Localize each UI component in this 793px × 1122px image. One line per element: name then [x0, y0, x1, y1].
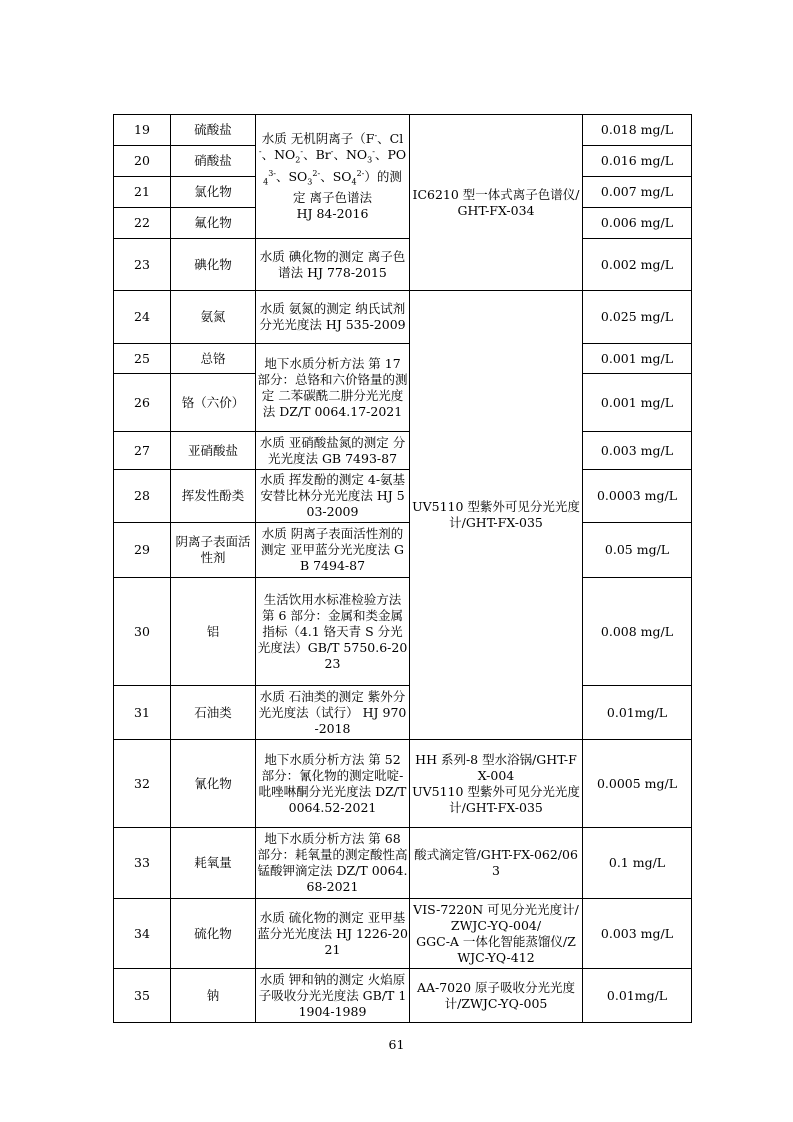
- detection-limit: 0.1 mg/L: [583, 828, 692, 899]
- row-number: 24: [114, 291, 171, 344]
- method-cell: 水质 硫化物的测定 亚甲基蓝分光光度法 HJ 1226-2021: [256, 899, 410, 969]
- method-cell: 水质 亚硝酸盐氮的测定 分光光度法 GB 7493-87: [256, 432, 410, 470]
- item-name: 挥发性酚类: [171, 470, 256, 523]
- row-number: 34: [114, 899, 171, 969]
- method-cell: 水质 阴离子表面活性剂的测定 亚甲蓝分光光度法 GB 7494-87: [256, 523, 410, 578]
- row-number: 28: [114, 470, 171, 523]
- instrument-cell: IC6210 型一体式离子色谱仪/GHT-FX-034: [410, 115, 583, 291]
- method-cell: 地下水质分析方法 第 68 部分：耗氧量的测定酸性高锰酸钾滴定法 DZ/T 0064.68-2021: [256, 828, 410, 899]
- row-number: 22: [114, 208, 171, 239]
- instrument-cell: VIS-7220N 可见分光光度计/ZWJC-YQ-004/ GGC-A 一体化智能蒸馏仪/ZWJC-YQ-412: [410, 899, 583, 969]
- method-cell: 地下水质分析方法 第 17 部分：总铬和六价铬量的测定 二苯碳酰二肼分光光度法 DZ/T 0064.17-2021: [256, 344, 410, 432]
- item-name: 耗氧量: [171, 828, 256, 899]
- method-cell: 生活饮用水标准检验方法 第 6 部分：金属和类金属指标（4.1 铬天青 S 分光光度法）GB/T 5750.6-2023: [256, 578, 410, 686]
- detection-limit: 0.001 mg/L: [583, 374, 692, 432]
- item-name: 铬（六价）: [171, 374, 256, 432]
- row-number: 27: [114, 432, 171, 470]
- item-name: 氨氮: [171, 291, 256, 344]
- item-name: 氯化物: [171, 177, 256, 208]
- table-row: [114, 740, 692, 828]
- table-row: [114, 239, 692, 291]
- table-row: [114, 432, 692, 470]
- row-number: 19: [114, 115, 171, 146]
- instrument-cell: UV5110 型紫外可见分光光度计/GHT-FX-035: [410, 291, 583, 740]
- instrument-cell: 酸式滴定管/GHT-FX-062/063: [410, 828, 583, 899]
- table-row: [114, 523, 692, 578]
- detection-limit: 0.025 mg/L: [583, 291, 692, 344]
- detection-limit: 0.01mg/L: [583, 969, 692, 1023]
- method-cell: 水质 石油类的测定 紫外分光光度法（试行） HJ 970-2018: [256, 686, 410, 740]
- table-row: [114, 969, 692, 1023]
- row-number: 25: [114, 344, 171, 374]
- method-cell: 水质 氨氮的测定 纳氏试剂分光光度法 HJ 535-2009: [256, 291, 410, 344]
- row-number: 26: [114, 374, 171, 432]
- detection-limit: 0.006 mg/L: [583, 208, 692, 239]
- detection-limit: 0.01mg/L: [583, 686, 692, 740]
- table-row: [114, 470, 692, 523]
- item-name: 石油类: [171, 686, 256, 740]
- page-number: 61: [388, 1037, 405, 1052]
- detection-limit: 0.018 mg/L: [583, 115, 692, 146]
- item-name: 阴离子表面活性剂: [171, 523, 256, 578]
- item-name: 碘化物: [171, 239, 256, 291]
- row-number: 29: [114, 523, 171, 578]
- item-name: 氟化物: [171, 208, 256, 239]
- table-row: [114, 115, 692, 146]
- detection-limit: 0.003 mg/L: [583, 432, 692, 470]
- instrument-cell: AA-7020 原子吸收分光光度计/ZWJC-YQ-005: [410, 969, 583, 1023]
- detection-limit: 0.016 mg/L: [583, 146, 692, 177]
- table-row: [114, 291, 692, 344]
- table-row: [114, 344, 692, 374]
- instrument-cell: HH 系列-8 型水浴锅/GHT-FX-004 UV5110 型紫外可见分光光度计/GHT-FX-035: [410, 740, 583, 828]
- detection-limit: 0.003 mg/L: [583, 899, 692, 969]
- method-cell: 地下水质分析方法 第 52 部分：氰化物的测定吡啶-吡唑啉酮分光光度法 DZ/T 0064.52-2021: [256, 740, 410, 828]
- row-number: 30: [114, 578, 171, 686]
- item-name: 硫酸盐: [171, 115, 256, 146]
- detection-limits-table: [113, 114, 692, 1023]
- item-name: 硝酸盐: [171, 146, 256, 177]
- row-number: 32: [114, 740, 171, 828]
- detection-limit: 0.0003 mg/L: [583, 470, 692, 523]
- detection-limit: 0.007 mg/L: [583, 177, 692, 208]
- table-row: [114, 899, 692, 969]
- method-cell: 水质 无机阴离子（F-、Cl-、$NO_2^-$、Br-、$NO_3^-$、$PO_4^{3-}$、$SO_3^{2-}$、$SO_4^{2-}$）的测定 离子色谱法 HJ 84-2016: [256, 115, 410, 239]
- row-number: 20: [114, 146, 171, 177]
- row-number: 33: [114, 828, 171, 899]
- detection-limit: 0.05 mg/L: [583, 523, 692, 578]
- method-cell: 水质 钾和钠的测定 火焰原子吸收分光光度法 GB/T 11904-1989: [256, 969, 410, 1023]
- item-name: 钠: [171, 969, 256, 1023]
- detection-limit: 0.008 mg/L: [583, 578, 692, 686]
- table-row: [114, 828, 692, 899]
- detection-limit: 0.002 mg/L: [583, 239, 692, 291]
- row-number: 35: [114, 969, 171, 1023]
- table-row: [114, 686, 692, 740]
- method-cell: 水质 挥发酚的测定 4-氨基安替比林分光光度法 HJ 503-2009: [256, 470, 410, 523]
- row-number: 21: [114, 177, 171, 208]
- item-name: 氰化物: [171, 740, 256, 828]
- detection-limit: 0.0005 mg/L: [583, 740, 692, 828]
- table-row: [114, 578, 692, 686]
- row-number: 31: [114, 686, 171, 740]
- item-name: 总铬: [171, 344, 256, 374]
- detection-limit: 0.001 mg/L: [583, 344, 692, 374]
- method-cell: 水质 碘化物的测定 离子色谱法 HJ 778-2015: [256, 239, 410, 291]
- item-name: 铝: [171, 578, 256, 686]
- row-number: 23: [114, 239, 171, 291]
- item-name: 亚硝酸盐: [171, 432, 256, 470]
- item-name: 硫化物: [171, 899, 256, 969]
